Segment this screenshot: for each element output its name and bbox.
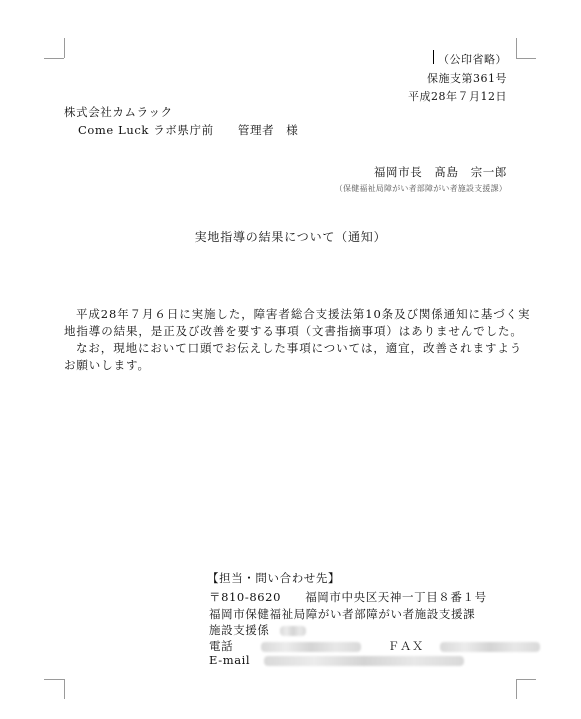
contact-department: 福岡市保健福祉局障がい者部障がい者施設支援課 — [209, 607, 476, 621]
body-line-4: お願いします。 — [64, 358, 150, 372]
addressee-facility: Come Luck ラボ県庁前 管理者 様 — [78, 123, 299, 137]
sender-title: 福岡市長 髙島 宗一郎 — [373, 165, 507, 179]
crop-mark-top-right-v — [516, 38, 517, 58]
contact-email-row — [209, 653, 464, 667]
seal-omitted-note: （公印省略） — [438, 53, 507, 66]
contact-section-row — [209, 622, 306, 638]
crop-mark-top-right-h — [516, 58, 536, 59]
crop-mark-bottom-right-h — [516, 679, 536, 680]
document-date: 平成28年７月12日 — [408, 90, 507, 103]
crop-mark-bottom-left-h — [44, 679, 64, 680]
contact-email-label: E-mail — [209, 653, 251, 667]
document-number: 保施支第361号 — [427, 72, 507, 85]
sender-department: （保健福祉局障がい者部障がい者施設支援課） — [334, 184, 507, 193]
redacted-name — [280, 626, 306, 636]
redacted-fax — [440, 642, 540, 652]
contact-address: 〒810-8620 福岡市中央区天神一丁目８番１号 — [209, 590, 487, 604]
crop-mark-top-left-v — [64, 38, 65, 58]
body-line-1: 平成28年７月６日に実施した，障害者総合支援法第10条及び関係通知に基づく実 — [76, 307, 531, 321]
addressee-company: 株式会社カムラック — [64, 105, 173, 119]
text-cursor — [433, 50, 434, 64]
contact-phone-row — [209, 638, 540, 654]
subject-title: 実地指導の結果について（通知） — [194, 230, 387, 244]
contact-tel-label: 電話 — [209, 639, 234, 653]
contact-fax-label: ＦＡＸ — [387, 639, 425, 653]
redacted-phone — [261, 642, 361, 652]
crop-mark-bottom-left-v — [64, 679, 65, 699]
redacted-email — [264, 656, 464, 666]
contact-section: 施設支援係 — [209, 623, 270, 637]
body-line-2: 地指導の結果，是正及び改善を要する事項（文書指摘事項）はありませんでした。 — [64, 324, 523, 338]
contact-heading: 【担当・問い合わせ先】 — [207, 571, 341, 585]
body-line-3: なお，現地において口頭でお伝えした事項については，適宜，改善されますよう — [76, 341, 523, 355]
crop-mark-top-left-h — [44, 58, 64, 59]
crop-mark-bottom-right-v — [516, 679, 517, 699]
